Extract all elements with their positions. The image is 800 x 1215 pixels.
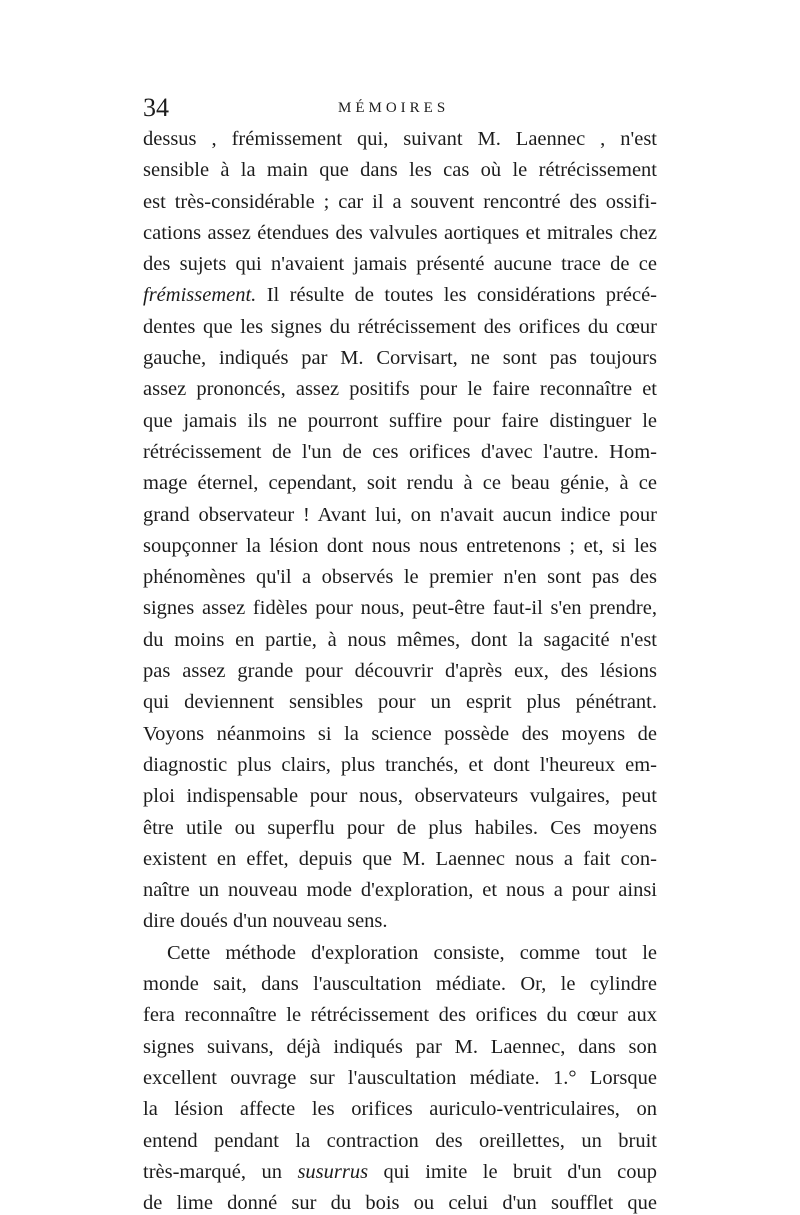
running-title: MÉMOIRES: [338, 100, 450, 116]
text-line: dessus , frémissement qui, suivant M. Laennec , n'est: [143, 128, 657, 150]
page-header: [143, 92, 657, 124]
text-line: gauche, indiqués par M. Corvisart, ne sont pas toujours: [143, 347, 657, 370]
paragraph-1: [143, 124, 657, 938]
italic-term: susurrus: [297, 1160, 369, 1183]
text-line: est très-considérable ; car il a souvent rencontré des ossifi-: [143, 190, 657, 213]
text-line: fera reconnaître le rétrécissement des orifices du cœur aux: [143, 1004, 657, 1027]
text-line: signes assez fidèles pour nous, peut-être faut-il s'en prendre,: [143, 597, 657, 620]
page-number: 34: [143, 93, 169, 122]
text-line: dire doués d'un nouveau sens.: [143, 910, 388, 933]
text-line: pas assez grande pour découvrir d'après eux, des lésions: [143, 660, 657, 683]
text-line: de lime donné sur du bois ou celui d'un soufflet que: [143, 1192, 657, 1215]
text-line: mage éternel, cependant, soit rendu à ce beau génie, à ce: [143, 472, 657, 495]
text-line: diagnostic plus clairs, plus tranchés, et dont l'heureux em-: [143, 753, 657, 776]
text-line: des sujets qui n'avaient jamais présenté aucune trace de ce: [143, 253, 657, 276]
text-line: soupçonner la lésion dont nous nous entretenons ; et, si les: [143, 534, 657, 557]
text-line: existent en effet, depuis que M. Laennec nous a fait con-: [143, 847, 657, 870]
italic-term: frémissement.: [143, 284, 257, 307]
text-line: rétrécissement de l'un de ces orifices d'avec l'autre. Hom-: [143, 440, 657, 463]
text-line: du moins en partie, à nous mêmes, dont la sagacité n'est: [143, 628, 657, 651]
text-line: monde sait, dans l'auscultation médiate. Or, le cylindre: [143, 973, 657, 996]
paragraph-2: [143, 938, 657, 1215]
text-line: Cette méthode d'exploration consiste, comme tout le: [167, 941, 657, 964]
text-line: qui deviennent sensibles pour un esprit plus pénétrant.: [143, 691, 657, 714]
text-line: [143, 280, 657, 311]
text-line: que jamais ils ne pourront suffire pour faire distinguer le: [143, 409, 657, 432]
text-line: ploi indispensable pour nous, observateurs vulgaires, peut: [143, 785, 657, 808]
text-line: dentes que les signes du rétrécissement des orifices du cœur: [143, 315, 657, 338]
text-line: sensible à la main que dans les cas où le rétrécissement: [143, 159, 657, 182]
text-fragment: qui imite le bruit d'un coup: [368, 1160, 657, 1183]
text-line: entend pendant la contraction des oreillettes, un bruit: [143, 1129, 657, 1152]
text-line: naître un nouveau mode d'exploration, et nous a pour ainsi: [143, 879, 657, 902]
text-fragment: Il résulte de toutes les considérations précé-: [256, 284, 657, 307]
text-line: grand observateur ! Avant lui, on n'avait aucun indice pour: [143, 503, 657, 526]
text-line: signes suivans, déjà indiqués par M. Laennec, dans son: [143, 1035, 657, 1058]
text-line: [143, 1157, 657, 1188]
body-text: [143, 124, 657, 1215]
text-line: assez prononcés, assez positifs pour le faire reconnaître et: [143, 378, 657, 401]
text-line: cations assez étendues des valvules aortiques et mitrales chez: [143, 221, 657, 244]
text-line: phénomènes qu'il a observés le premier n'en sont pas des: [143, 566, 657, 589]
text-fragment: très-marqué, un: [143, 1160, 298, 1183]
text-line: excellent ouvrage sur l'auscultation médiate. 1.° Lorsque: [143, 1066, 657, 1089]
text-line: Voyons néanmoins si la science possède des moyens de: [143, 722, 657, 745]
text-line: la lésion affecte les orifices auriculo-ventriculaires, on: [143, 1098, 657, 1121]
text-line: être utile ou superflu pour de plus habiles. Ces moyens: [143, 816, 657, 839]
